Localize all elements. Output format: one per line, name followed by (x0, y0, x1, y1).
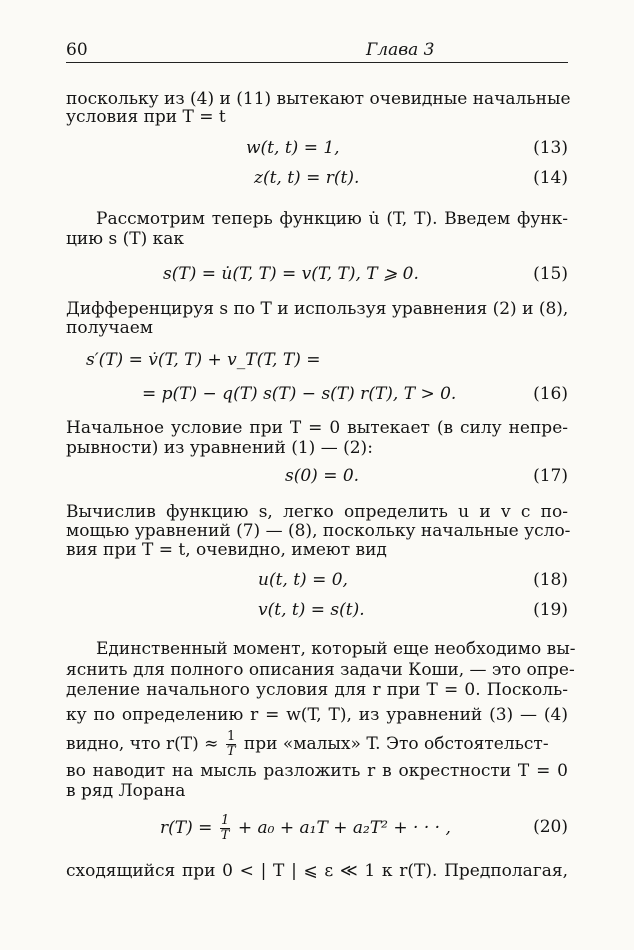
equation-number-14: (14) (533, 168, 568, 188)
equation-16-line2: = p(T) − q(T) s(T) − s(T) r(T), T > 0. (142, 384, 457, 404)
equation-number-20: (20) (533, 817, 568, 837)
fraction-denominator: T (226, 744, 236, 759)
text-line: деление начального условия для r при T = 0. Посколь- (66, 680, 568, 700)
fraction-one-over-T (226, 730, 237, 759)
equation-15: s(T) = u̇(T, T) = v(T, T), T ⩾ 0. (163, 264, 419, 284)
text-line: Рассмотрим теперь функцию u̇ (T, T). Введем функ- (96, 209, 568, 229)
equation-number-18: (18) (533, 570, 568, 590)
text-line: вия при T = t, очевидно, имеют вид (66, 540, 387, 560)
equation-14: z(t, t) = r(t). (254, 168, 360, 188)
text-line: рывности) из уравнений (1) — (2): (66, 438, 373, 458)
equation-20-rhs: + a₀ + a₁T + a₂T² + · · · , (237, 818, 451, 838)
text-line: сходящийся при 0 < | T | ⩽ ε ≪ 1 к r(T). Предполагая, (66, 861, 568, 881)
page-header (66, 40, 568, 63)
equation-number-13: (13) (533, 138, 568, 158)
equation-20-fraction (220, 814, 231, 843)
text-line: поскольку из (4) и (11) вытекают очевидные начальные (66, 89, 571, 109)
fraction-numerator: 1 (227, 729, 236, 744)
equation-20-lhs: r(T) = (160, 818, 213, 838)
equation-13: w(t, t) = 1, (246, 138, 340, 158)
equation-18: u(t, t) = 0, (258, 570, 348, 590)
equation-17: s(0) = 0. (285, 466, 360, 486)
text-line: в ряд Лорана (66, 781, 186, 801)
text-line: ку по определению r = w(T, T), из уравнений (3) — (4) (66, 705, 568, 725)
text-line: Вычислив функцию s, легко определить u и v с по- (66, 502, 568, 522)
text-line: яснить для полного описания задачи Коши, — это опре- (66, 660, 575, 680)
text-line: Начальное условие при T = 0 вытекает (в силу непре- (66, 418, 568, 438)
equation-number-17: (17) (533, 466, 568, 486)
text-line: получаем (66, 318, 154, 338)
text-line: во наводит на мысль разложить r в окрестности T = 0 (66, 761, 568, 781)
text-line: Дифференцируя s по T и используя уравнения (2) и (8), (66, 299, 569, 319)
text-line: мощью уравнений (7) — (8), поскольку начальные усло- (66, 521, 571, 541)
text-line-with-fraction (66, 729, 568, 759)
text-fragment: видно, что r(T) ≈ (66, 734, 219, 754)
chapter-title: Глава 3 (366, 40, 435, 60)
text-fragment: при «малых» T. Это обстоятельст- (243, 734, 549, 754)
equation-number-16: (16) (533, 384, 568, 404)
fraction-denominator: T (220, 828, 230, 843)
text-line: условия при T = t (66, 107, 226, 127)
equation-16-line1: s′(T) = v̇(T, T) + v_T(T, T) = (86, 350, 321, 370)
equation-20 (160, 814, 451, 843)
equation-number-15: (15) (533, 264, 568, 284)
fraction-numerator: 1 (220, 813, 230, 828)
equation-19: v(t, t) = s(t). (258, 600, 365, 620)
text-line: цию s (T) как (66, 229, 184, 249)
text-line: Единственный момент, который еще необходимо вы- (96, 639, 576, 659)
equation-number-19: (19) (533, 600, 568, 620)
page-number: 60 (66, 40, 88, 60)
